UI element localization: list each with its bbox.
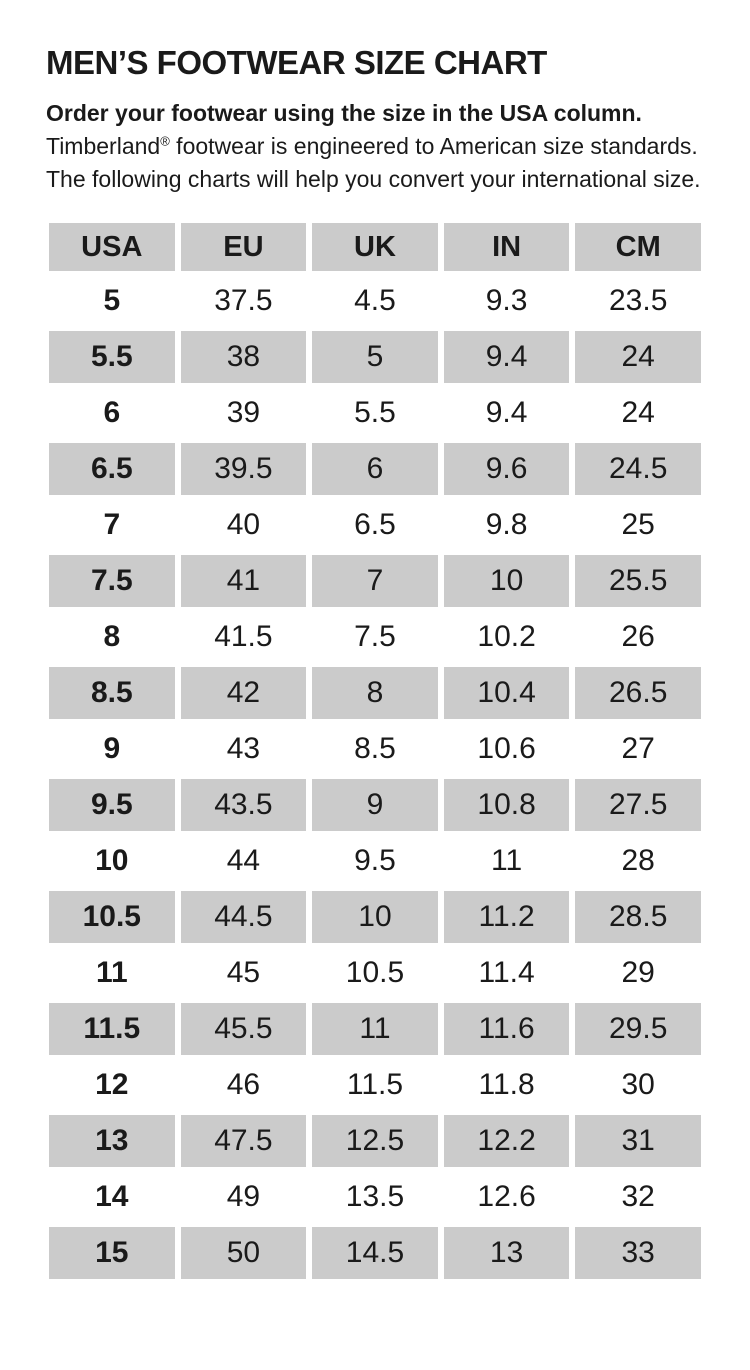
table-row <box>46 889 704 945</box>
table-cell: 7.5 <box>354 620 396 653</box>
table-cell: 11.5 <box>46 1001 178 1057</box>
table-cell: 11.8 <box>478 1068 535 1101</box>
table-cell: 10.4 <box>441 665 573 721</box>
table-cell: 45.5 <box>178 1001 310 1057</box>
table-row <box>46 385 704 441</box>
table-cell: 10.5 <box>345 956 405 989</box>
table-cell: 50 <box>178 1225 310 1281</box>
table-cell: 13 <box>441 1225 573 1281</box>
table-cell: 11 <box>95 956 128 989</box>
size-table <box>46 221 704 1281</box>
table-cell: 9.8 <box>485 508 528 541</box>
table-row <box>46 1225 704 1281</box>
table-cell: 41 <box>178 553 310 609</box>
table-cell: 12.6 <box>477 1180 536 1213</box>
table-cell: 5 <box>103 284 121 317</box>
table-cell: 8.5 <box>46 665 178 721</box>
table-cell: 33 <box>572 1225 704 1281</box>
table-cell: 7 <box>309 553 441 609</box>
table-cell: 24.5 <box>572 441 704 497</box>
table-cell: 42 <box>178 665 310 721</box>
intro-paragraph <box>46 97 704 196</box>
table-cell: 43.5 <box>178 777 310 833</box>
column-header-eu: EU <box>178 221 310 273</box>
table-header-row <box>46 221 704 273</box>
table-cell: 9 <box>309 777 441 833</box>
table-cell: 6.5 <box>46 441 178 497</box>
table-row <box>46 1169 704 1225</box>
table-cell: 5 <box>309 329 441 385</box>
table-cell: 10.2 <box>477 620 536 653</box>
table-cell: 26 <box>621 620 655 653</box>
intro-rest-text: footwear is engineered to American size standards. The following charts will help you convert your international size. <box>46 133 701 192</box>
table-row <box>46 1057 704 1113</box>
table-row <box>46 441 704 497</box>
table-row <box>46 833 704 889</box>
table-row <box>46 497 704 553</box>
column-header-cm: CM <box>572 221 704 273</box>
table-cell: 10 <box>441 553 573 609</box>
table-cell: 9.6 <box>441 441 573 497</box>
table-cell: 27.5 <box>572 777 704 833</box>
table-row <box>46 553 704 609</box>
table-cell: 46 <box>226 1068 261 1101</box>
table-cell: 39.5 <box>178 441 310 497</box>
table-cell: 11.5 <box>346 1068 404 1101</box>
table-cell: 6 <box>103 396 121 429</box>
table-cell: 8 <box>309 665 441 721</box>
intro-bold-sentence: Order your footwear using the size in the USA column. <box>46 100 642 126</box>
table-cell: 10 <box>309 889 441 945</box>
table-cell: 9.3 <box>485 284 528 317</box>
table-cell: 45 <box>226 956 261 989</box>
table-cell: 12.5 <box>309 1113 441 1169</box>
table-cell: 8 <box>103 620 121 653</box>
table-row <box>46 945 704 1001</box>
table-cell: 7 <box>103 508 121 541</box>
table-cell: 31 <box>572 1113 704 1169</box>
table-cell: 12 <box>95 1068 129 1101</box>
table-cell: 9.4 <box>441 329 573 385</box>
table-cell: 43 <box>226 732 261 765</box>
table-cell: 11.6 <box>441 1001 573 1057</box>
table-cell: 47.5 <box>178 1113 310 1169</box>
table-cell: 49 <box>226 1180 261 1213</box>
table-cell: 7.5 <box>46 553 178 609</box>
table-cell: 26.5 <box>572 665 704 721</box>
table-cell: 11 <box>491 844 523 877</box>
table-row <box>46 1001 704 1057</box>
table-cell: 40 <box>226 508 261 541</box>
table-cell: 10.6 <box>477 732 536 765</box>
table-cell: 9.5 <box>46 777 178 833</box>
table-cell: 9.5 <box>354 844 396 877</box>
table-cell: 25 <box>621 508 655 541</box>
table-cell: 13.5 <box>345 1180 405 1213</box>
table-row <box>46 273 704 329</box>
table-cell: 6 <box>309 441 441 497</box>
table-cell: 11 <box>309 1001 441 1057</box>
table-cell: 10 <box>95 844 129 877</box>
table-cell: 39 <box>226 396 261 429</box>
table-cell: 15 <box>46 1225 178 1281</box>
table-row <box>46 721 704 777</box>
table-cell: 28 <box>621 844 655 877</box>
table-row <box>46 777 704 833</box>
table-cell: 30 <box>621 1068 655 1101</box>
table-cell: 24 <box>572 329 704 385</box>
table-cell: 11.4 <box>478 956 535 989</box>
column-header-usa: USA <box>46 221 178 273</box>
table-row <box>46 609 704 665</box>
table-cell: 10.5 <box>46 889 178 945</box>
table-cell: 5.5 <box>354 396 396 429</box>
table-cell: 38 <box>178 329 310 385</box>
table-cell: 10.8 <box>441 777 573 833</box>
page-title: MEN’S FOOTWEAR SIZE CHART <box>46 44 547 81</box>
table-row <box>46 329 704 385</box>
column-header-in: IN <box>441 221 573 273</box>
table-cell: 8.5 <box>354 732 396 765</box>
table-cell: 27 <box>621 732 655 765</box>
table-cell: 44 <box>226 844 261 877</box>
table-cell: 6.5 <box>354 508 396 541</box>
table-cell: 41.5 <box>214 620 273 653</box>
table-cell: 4.5 <box>354 284 396 317</box>
table-cell: 12.2 <box>441 1113 573 1169</box>
brand-name: Timberland <box>46 133 161 159</box>
table-cell: 11.2 <box>441 889 573 945</box>
registered-trademark-mark: ® <box>160 133 170 149</box>
table-cell: 28.5 <box>572 889 704 945</box>
table-cell: 14.5 <box>309 1225 441 1281</box>
table-cell: 37.5 <box>214 284 273 317</box>
table-cell: 5.5 <box>46 329 178 385</box>
table-cell: 29 <box>621 956 655 989</box>
table-row <box>46 665 704 721</box>
column-header-uk: UK <box>309 221 441 273</box>
table-cell: 9.4 <box>485 396 528 429</box>
table-cell: 29.5 <box>572 1001 704 1057</box>
table-cell: 14 <box>95 1180 129 1213</box>
table-cell: 44.5 <box>178 889 310 945</box>
table-row <box>46 1113 704 1169</box>
table-cell: 9 <box>103 732 121 765</box>
table-cell: 32 <box>621 1180 655 1213</box>
table-cell: 25.5 <box>572 553 704 609</box>
table-cell: 24 <box>621 396 655 429</box>
table-cell: 23.5 <box>609 284 668 317</box>
table-cell: 13 <box>46 1113 178 1169</box>
